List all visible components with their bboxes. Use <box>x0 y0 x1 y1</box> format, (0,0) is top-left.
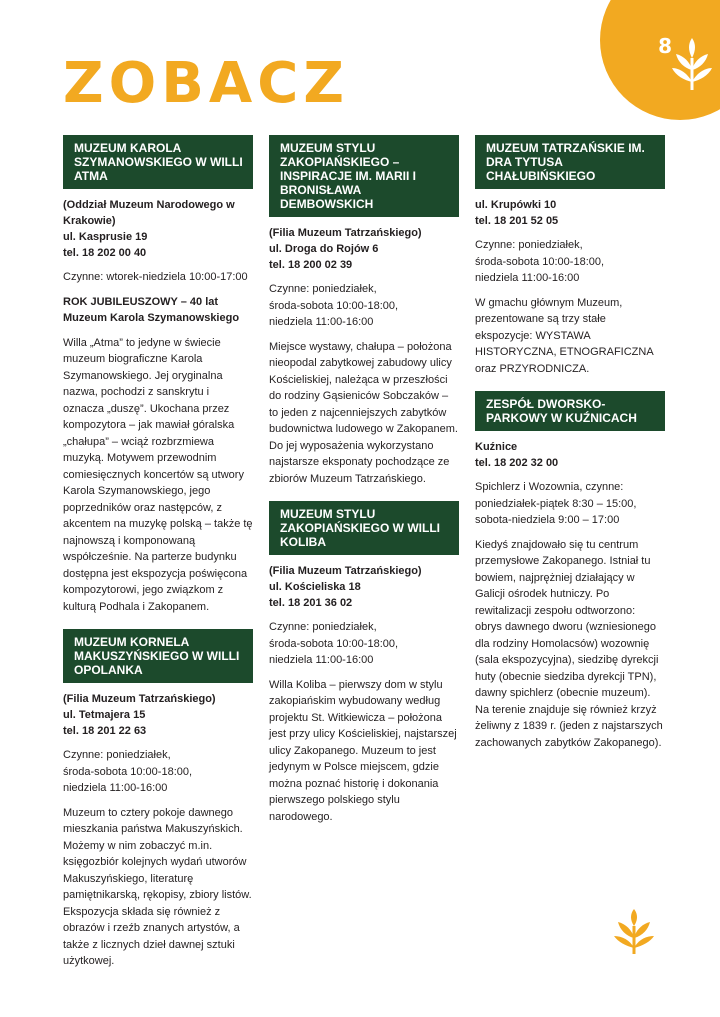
section-header: MUZEUM KORNELA MAKUSZYŃSKIEGO W WILLI OPOLANKA <box>63 629 253 683</box>
museum-makuszynski <box>63 629 253 970</box>
museum-koliba <box>269 501 459 825</box>
museum-tatrzanskie <box>475 135 665 377</box>
page-title: ZOBACZ <box>63 51 349 116</box>
wheat-icon <box>612 908 656 956</box>
opening-hours: Czynne: poniedziałek, środa-sobota 10:00-18:00, niedziela 11:00-16:00 <box>63 749 193 794</box>
description: W gmachu głównym Muzeum, prezentowane są trzy stałe ekspozycje: WYSTAWA HISTORYCZNA, ETNOGRAFICZNA oraz PRZYRODNICZA. <box>475 296 654 375</box>
column-3 <box>475 135 665 763</box>
description: Miejsce wystawy, chałupa – położona nieopodal zabytkowej zabudowy ulicy Kościeliskiej, należąca w przeszłości do rodziny Gąsieniców Sobczaków – to jeden z najcenniejszych zabytków budownictwa ludowego w Zakopanem. Do jej wyposażenia wykorzystano najstarsze eksponaty pochodzące ze zbiorów Muzeum Tatrzańskiego. <box>269 340 458 485</box>
section-header: MUZEUM TATRZAŃSKIE IM. DRA TYTUSA CHAŁUBIŃSKIEGO <box>475 135 665 189</box>
opening-hours: Czynne: poniedziałek, środa-sobota 10:00-18:00, niedziela 11:00-16:00 <box>269 283 399 328</box>
address: (Oddział Muzeum Narodowego w Krakowie) ul. Kasprusie 19 tel. 18 202 00 40 <box>63 199 235 259</box>
museum-szymanowski <box>63 135 253 615</box>
address: ul. Krupówki 10 tel. 18 201 52 05 <box>475 199 559 227</box>
address: (Filia Muzeum Tatrzańskiego) ul. Tetmajera 15 tel. 18 201 22 63 <box>63 693 216 737</box>
address: (Filia Muzeum Tatrzańskiego) ul. Droga do Rojów 6 tel. 18 200 02 39 <box>269 227 422 271</box>
section-header: MUZEUM STYLU ZAKOPIAŃSKIEGO – INSPIRACJE IM. MARII I BRONISŁAWA DEMBOWSKICH <box>269 135 459 217</box>
section-header: ZESPÓŁ DWORSKO-PARKOWY W KUŹNICACH <box>475 391 665 431</box>
address: (Filia Muzeum Tatrzańskiego) ul. Kościeliska 18 tel. 18 201 36 02 <box>269 565 422 609</box>
section-header: MUZEUM KAROLA SZYMANOWSKIEGO W WILLI ATMA <box>63 135 253 189</box>
museum-kuznice <box>475 391 665 751</box>
wheat-icon <box>668 36 716 92</box>
description: Muzeum to cztery pokoje dawnego mieszkania państwa Makuszyńskich. Możemy w nim zobaczyć m.in. księgozbiór kolejnych wydań utworów Makuszyńskiego, literaturę pamiętnikarską, rękopisy, zbiory listów. Ekspozycja składa się również z obrazów i rzeźb znanych artystów, a także z licznych dzieł dawnej sztuki użytkowej. <box>63 806 252 967</box>
jubilee-note: ROK JUBILEUSZOWY – 40 lat Muzeum Karola Szymanowskiego <box>63 295 240 324</box>
section-header: MUZEUM STYLU ZAKOPIAŃSKIEGO W WILLI KOLIBA <box>269 501 459 555</box>
description: Kiedyś znajdowało się tu centrum przemysłowe Zakopanego. Istniał tu bowiem, najprężniej działający w Galicji ośrodek hutniczy. Po rewitalizacji zespołu odtworzono: obrys dawnego dworu (wzniesionego dla rodziny Homolacsów) wozownię (sala ekspozycyjna), siedzibę dyrekcji huty (obecnie siedziba dyrekcji TPN), dawny spichlerz (obecnie muzeum). Na terenie znajduje się również krzyż żeliwny z 1839 r. (jeden z najstarszych zachowanych zabytków Zakopanego). <box>475 538 663 749</box>
museum-dembowscy <box>269 135 459 487</box>
address: Kuźnice tel. 18 202 32 00 <box>475 441 559 469</box>
opening-hours: Czynne: wtorek-niedziela 10:00-17:00 <box>63 271 248 283</box>
column-2 <box>269 135 459 837</box>
description: Willa „Atma” to jedyne w świecie muzeum biograficzne Karola Szymanowskiego. Jej oryginalna nazwa, pochodzi z sanskrytu i oznacza „duszę”. Ukochana przez kompozytora – jak mawiał góralska „chałupa” – wciąż rozbrzmiewa muzyką. Motywem przewodnim comiesięcznych koncertów są utwory Karola Szymanowskiego, jego poprzedników oraz następców, z akcentem na muzykę polską – także tę najnowszą i komponowaną współcześnie. Na parterze budynku dostępna jest ekspozycja poświęcona kompozytorowi, jego związkom z kulturą Podhala i Zakopanem. <box>63 336 253 613</box>
opening-hours: Czynne: poniedziałek, środa-sobota 10:00-18:00, niedziela 11:00-16:00 <box>475 239 605 284</box>
opening-hours: Spichlerz i Wozownia, czynne: poniedziałek-piątek 8:30 – 15:00, sobota-niedziela 9:00 – 17:00 <box>475 481 637 526</box>
column-1 <box>63 135 253 982</box>
description: Willa Koliba – pierwszy dom w stylu zakopiańskim wybudowany według projektu St. Witkiewicza – położona jest przy ulicy Kościeliskiej, najstarszej ulicy Zakopanego. Muzeum to jest jedynym w Polsce miejscem, gdzie można poznać historię i dokonania pierwszego polskiego stylu narodowego. <box>269 678 457 823</box>
page-number: 8 <box>658 34 672 58</box>
opening-hours: Czynne: poniedziałek, środa-sobota 10:00-18:00, niedziela 11:00-16:00 <box>269 621 399 666</box>
